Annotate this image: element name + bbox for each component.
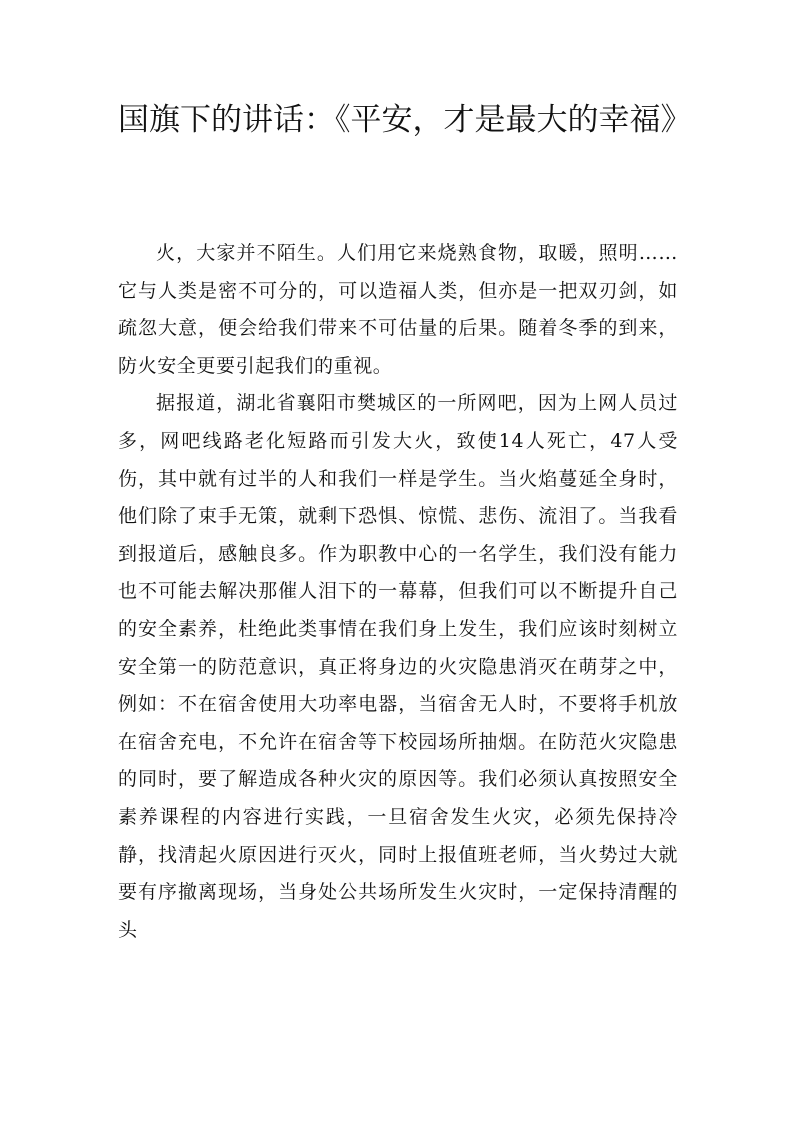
document-title: 国旗下的讲话：《平安，才是最大的幸福》 [118, 102, 692, 138]
paragraph-1: 火，大家并不陌生。人们用它来烧熟食物，取暖，照明……它与人类是密不可分的，可以造福人类，但亦是一把双刃剑，如疏忽大意，便会给我们带来不可估量的后果。随着冬季的到来，防火安全更要引起我们的重视。 [118, 242, 678, 377]
paragraph-2: 据报道，湖北省襄阳市樊城区的一所网吧，因为上网人员过多，网吧线路老化短路而引发大火，致使14人死亡，47人受伤，其中就有过半的人和我们一样是学生。当火焰蔓延全身时，他们除了束手无策，就剩下恐惧、惊慌、悲伤、流泪了。当我看到报道后，感触良多。作为职教中心的一名学生，我们没有能力也不可能去解决那催人泪下的一幕幕，但我们可以不断提升自己的安全素养，杜绝此类事情在我们身上发生，我们应该时刻树立安全第一的防范意识，真正将身边的火灾隐患消灭在萌芽之中，例如：不在宿舍使用大功率电器，当宿舍无人时，不要将手机放在宿舍充电，不允许在宿舍等下校园场所抽烟。在防范火灾隐患的同时，要了解造成各种火灾的原因等。我们必须认真按照安全素养课程的内容进行实践，一旦宿舍发生火灾，必须先保持冷静，找清起火原因进行灭火，同时上报值班老师，当火势过大就要有序撤离现场，当身处公共场所发生火灾时，一定保持清醒的头 [118, 392, 678, 941]
document-body [118, 235, 678, 949]
